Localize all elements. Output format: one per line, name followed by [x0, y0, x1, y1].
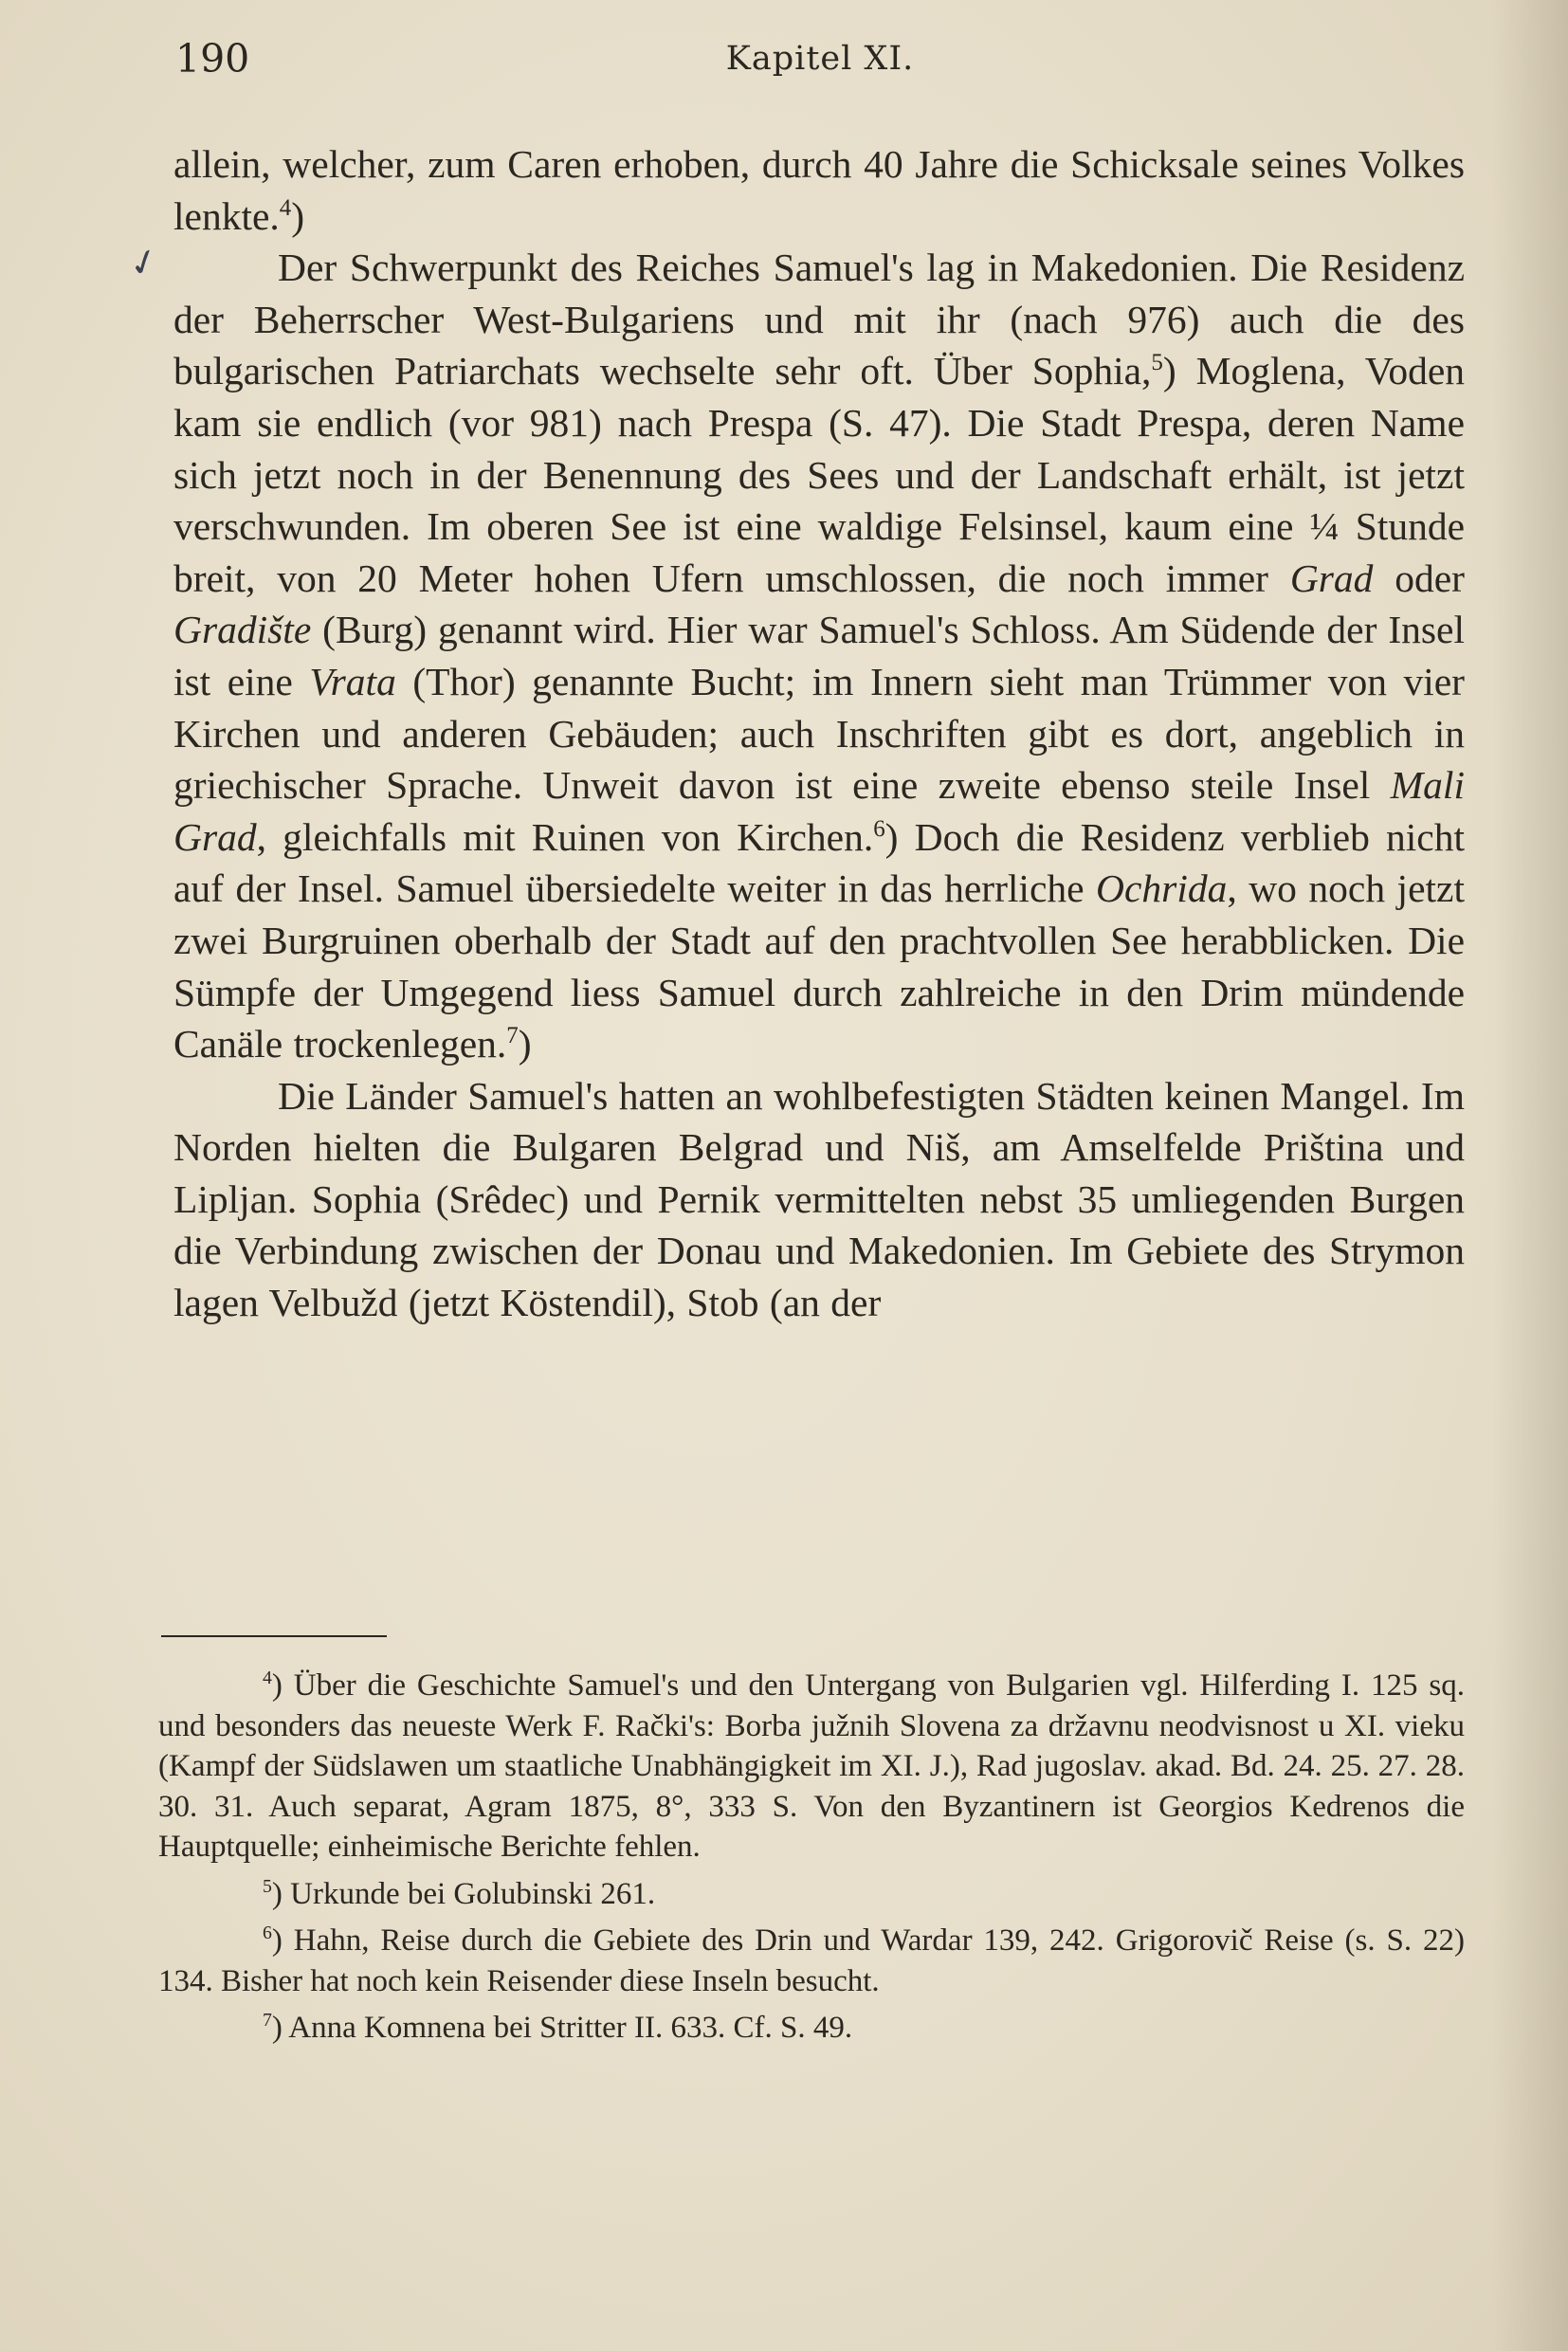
paragraph-2-text-c: oder: [1373, 556, 1465, 600]
footnote-ref-6: 6: [873, 815, 885, 842]
paragraph-2-text-f: , gleichfalls mit Ruinen von Kirchen.: [256, 814, 874, 859]
footnote-ref-4: 4: [279, 194, 292, 221]
term-grad: Grad: [1289, 556, 1374, 600]
footnote-5: [158, 1874, 1465, 1915]
footnote-text: ) Anna Komnena bei Stritter II. 633. Cf. S. 49.: [271, 2011, 853, 2045]
footnote-mark: 4: [263, 1668, 272, 1688]
footnote-ref-5: 5: [1151, 350, 1163, 376]
footnote-4: [158, 1666, 1465, 1868]
paragraph-2: [173, 242, 1465, 1070]
term-mali-grad: Mali Grad: [173, 763, 1465, 859]
paragraph-1-text: allein, welcher, zum Caren erhoben, durch 40 Jahre die Schicksale seines Volkes lenkte.: [173, 142, 1465, 238]
paragraph-2-text-h: , wo noch jetzt zwei Burgruinen oberhalb der Stadt auf den prachtvollen See herabblicken. Die Sümpfe der Umgegend liess Samuel durch zahlreiche in den Drim mündende Canäle trockenlegen.: [173, 866, 1465, 1066]
footnote-mark: 6: [263, 1923, 272, 1943]
footnote-mark: 7: [263, 2010, 272, 2031]
footnote-7: [158, 2008, 1465, 2049]
page-number: 190: [175, 36, 250, 82]
page-header: [175, 30, 1465, 87]
footnote-divider: [161, 1635, 387, 1637]
footnote-text: ) Urkunde bei Golubinski 261.: [271, 1876, 656, 1911]
paragraph-2-text-i: ): [518, 1022, 532, 1066]
running-head: Kapitel XI.: [725, 40, 915, 78]
footnote-6: [158, 1921, 1465, 2001]
paragraph-2-text-e: (Thor) genannte Bucht; im Innern sieht man Trümmer von vier Kirchen und anderen Gebäuden; auch Inschriften gibt es dort, angeblich in griechischer Sprache. Unweit davon ist eine zweite ebenso steile Insel: [173, 659, 1465, 808]
page-edge-shadow: [1492, 0, 1568, 2351]
main-text: [173, 138, 1465, 1329]
footnote-ref-paren: ): [291, 193, 305, 238]
paragraph-2-text-g: ) Doch die Residenz verblieb nicht auf der Insel. Samuel übersiedelte weiter in das herrliche: [173, 814, 1466, 911]
pencil-check-mark: ✓: [122, 238, 165, 287]
term-vrata: Vrata: [309, 659, 396, 703]
paragraph-3: Die Länder Samuel's hatten an wohlbefestigten Städten keinen Mangel. Im Norden hielten die Bulgaren Belgrad und Niš, am Amselfelde Priština und Lipljan. Sophia (Srêdec) und Pernik vermittelten nebst 35 umliegenden Burgen die Verbindung zwischen der Donau und Makedonien. Im Gebiete des Strymon lagen Velbužd (jetzt Köstendil), Stob (an der: [173, 1073, 1465, 1325]
term-gradiste: Gradište: [173, 608, 312, 652]
footnote-text: ) Hahn, Reise durch die Gebiete des Drin und Wardar 139, 242. Grigorovič Reise (s. S. 22) 134. Bisher hat noch kein Reisender diese Inseln besucht.: [158, 1923, 1465, 1998]
footnote-text: ) Über die Geschichte Samuel's und den Untergang von Bulgarien vgl. Hilferding I. 125 sq. und besonders das neueste Werk F. Rački's: Borba južnih Slovena za državnu neodvisnost u XI. vieku (Kampf der Südslawen um staatliche Unabhängigkeit im XI. J.), Rad jugoslav. akad. Bd. 24. 25. 27. 28. 30. 31. Auch separat, Agram 1875, 8°, 333 S. Von den Byzantinern ist Georgios Kedrenos die Hauptquelle; einheimische Berichte fehlen.: [158, 1668, 1465, 1864]
paragraph-2-text-a: Der Schwerpunkt des Reiches Samuel's lag in Makedonien. Die Residenz der Beherrscher West-Bulgariens und mit ihr (nach 976) auch die des bulgarischen Patriarchats wechselte sehr oft. Über Sophia,: [173, 246, 1465, 393]
paragraph-1: [173, 138, 1465, 242]
term-ochrida: Ochrida: [1096, 866, 1228, 911]
paragraph-2-text-d: (Burg) genannt wird. Hier war Samuel's Schloss. Am Südende der Insel ist eine: [173, 608, 1465, 703]
footnote-ref-7: 7: [506, 1023, 519, 1049]
paragraph-2-text-b: ) Moglena, Voden kam sie endlich (vor 981) nach Prespa (S. 47). Die Stadt Prespa, deren Name sich jetzt noch in der Benennung des Sees und der Landschaft erhält, ist jetzt verschwunden. Im oberen See ist eine waldige Felsinsel, kaum eine ¼ Stunde breit, von 20 Meter hohen Ufern umschlossen, die noch immer: [173, 349, 1465, 600]
footnotes: [158, 1666, 1465, 2049]
footnote-mark: 5: [263, 1875, 272, 1897]
